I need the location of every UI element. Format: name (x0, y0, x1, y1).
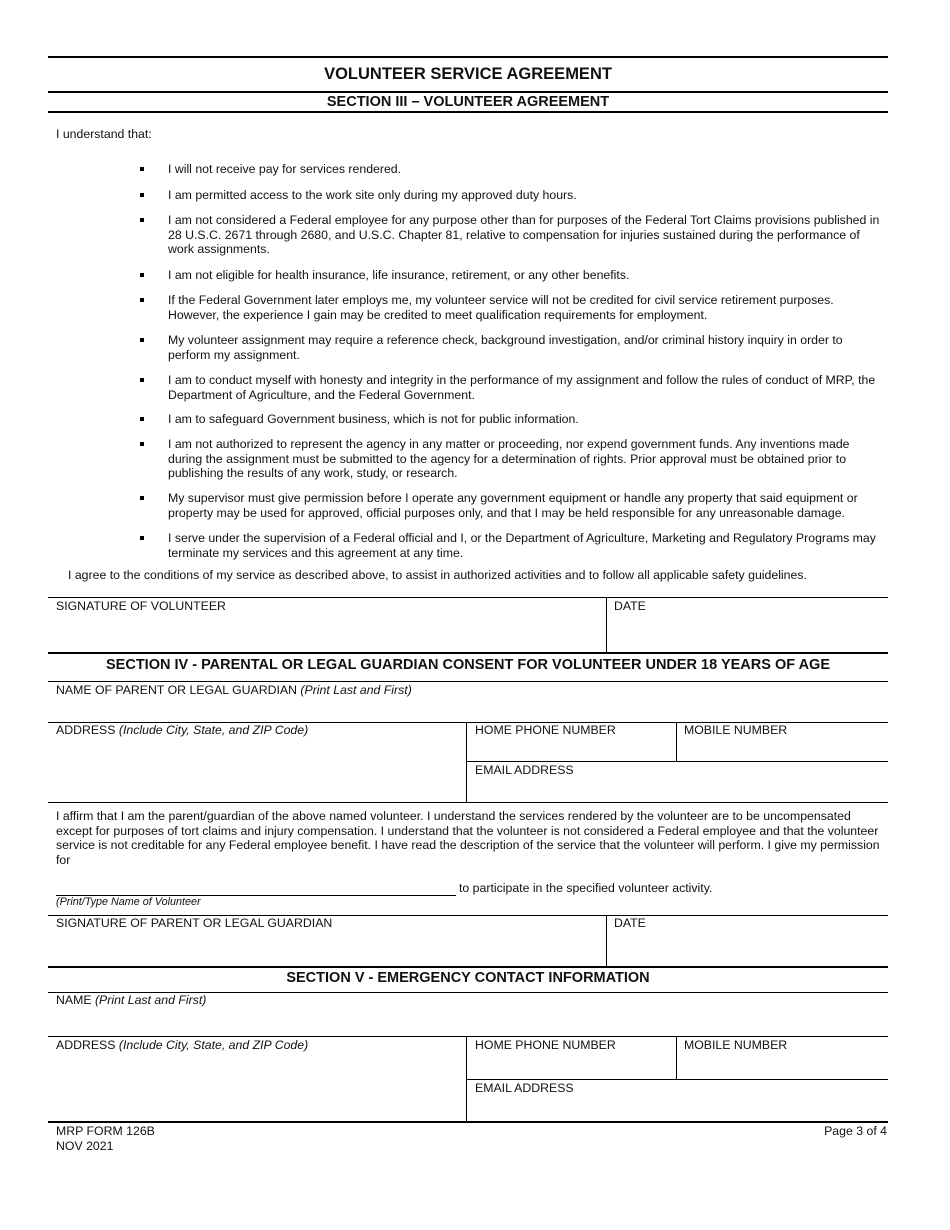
bullet-icon (140, 167, 144, 171)
guardian-date-field[interactable] (608, 931, 886, 965)
page-number: Page 3 of 4 (824, 1124, 887, 1138)
bullet-icon (140, 218, 144, 222)
guardian-name-field[interactable] (48, 698, 888, 720)
emergency-name-label: NAME (Print Last and First) (56, 993, 207, 1007)
bullet-icon (140, 442, 144, 446)
emergency-mobile-field[interactable] (678, 1053, 886, 1077)
volunteer-date-label: DATE (614, 599, 646, 613)
emergency-email-label: EMAIL ADDRESS (475, 1081, 574, 1095)
guardian-home-phone-label: HOME PHONE NUMBER (475, 723, 616, 737)
volunteer-signature-field[interactable] (48, 612, 604, 650)
emergency-email-field[interactable] (468, 1096, 886, 1120)
section3-intro: I understand that: (56, 127, 152, 141)
bullet-icon (140, 193, 144, 197)
form-number: MRP FORM 126B (56, 1124, 155, 1138)
bullet-icon (140, 273, 144, 277)
guardian-email-label: EMAIL ADDRESS (475, 763, 574, 777)
guardian-address-field[interactable] (48, 738, 464, 800)
volunteer-name-hint: (Print/Type Name of Volunteer (56, 896, 201, 908)
bullet-icon (140, 417, 144, 421)
guardian-mobile-label: MOBILE NUMBER (684, 723, 788, 737)
rule (466, 1079, 888, 1080)
emergency-home-phone-label: HOME PHONE NUMBER (475, 1038, 616, 1052)
rule (466, 761, 888, 762)
top-rule (48, 56, 888, 58)
emergency-address-field[interactable] (48, 1053, 464, 1119)
form-title: VOLUNTEER SERVICE AGREEMENT (324, 65, 612, 83)
emergency-home-phone-field[interactable] (468, 1053, 674, 1077)
bullet-icon (140, 496, 144, 500)
bullet-icon (140, 298, 144, 302)
guardian-name-label: NAME OF PARENT OR LEGAL GUARDIAN (Print Last and First) (56, 683, 412, 697)
rule (48, 1036, 888, 1037)
section3-heading: SECTION III – VOLUNTEER AGREEMENT (326, 94, 610, 110)
guardian-signature-label: SIGNATURE OF PARENT OR LEGAL GUARDIAN (56, 916, 333, 930)
guardian-home-phone-field[interactable] (468, 738, 674, 760)
volunteer-date-field[interactable] (608, 612, 886, 650)
participate-text: to participate in the specified volunteer activity. (459, 881, 713, 895)
divider (676, 1036, 677, 1080)
guardian-email-field[interactable] (468, 778, 886, 800)
rule (48, 681, 888, 682)
rule (48, 111, 888, 113)
emergency-mobile-label: MOBILE NUMBER (684, 1038, 788, 1052)
bottom-rule (48, 1121, 888, 1123)
form-date: NOV 2021 (56, 1139, 114, 1153)
volunteer-signature-label: SIGNATURE OF VOLUNTEER (56, 599, 226, 613)
bullet-icon (140, 536, 144, 540)
guardian-signature-field[interactable] (48, 931, 604, 965)
form-page: VOLUNTEER SERVICE AGREEMENT SECTION III – VOLUNTEER AGREEMENT I understand that: I will not receive pay for services rendered. I am permitted access to the work site only during my approved duty hours. I am not considered a Federal employee for any purpose other than for purposes of the Federal Tort Claims provisions published in 28 U.S.C. 2671 through 2680, and U.S.C. Chapter 81, relative to compensation for injuries sustained during the performance of work assignments. I am not eligible for health insurance, life insurance, retirement, or any other benefits. If the Federal Government later employs me, my volunteer service will not be credited for civil service retirement purposes. However, the experience I gain may be credited to meet qualification requirements for employment. My volunteer assignment may require a reference check, background investigation, and/or criminal history inquiry in order to perform my assignment. I am to conduct myself with honesty and integrity in the performance of my assignment and follow the rules of conduct of MRP, the Department of Agriculture, and the Federal Government. I am to safeguard Government business, which is not for public information. I am not authorized to represent the agency in any matter or proceeding, nor expend government funds. Any inventions made during the assignment must be submitted to the agency for a determination of rights. Prior approval must be obtained prior to publishing the results of any work, study, or research. My supervisor must give permission before I operate any government equipment or handle any property that said equipment or property may be used for approved, official purposes only, and that I may be held responsible for any unreasonable damage. I serve under the supervision of a Federal official and I, or the Department of Agriculture, Marketing and Regulatory Programs may terminate my services and this agreement at any time. I agree to the conditions of my service as described above, to assist in authorized activities and to follow all applicable safety guidelines. SIGNATURE OF VOLUNTEER DATE SECTION IV - PARENTAL OR LEGAL GUARDIAN CONSENT FOR VOLUNTEER UNDER 18 YEARS OF AGE NAME OF PARENT OR LEGAL GUARDIAN (Print Last and First) ADDRESS (Include City, State, and ZIP Code) HOME PHONE NUMBER MOBILE NUMBER EMAIL ADDRESS I affirm that I am the parent/guardian of the above named volunteer. I understand the services rendered by the volunteer are to be uncompensated except for purposes of tort claims and injury compensation. I understand that the volunteer is not considered a Federal employee and that the volunteer service is not creditable for any Federal employee benefit. I have read the description of the service that the volunteer will perform. I give my permission for to participate in the specified volunteer activity. (Print/Type Name of Volunteer SIGNATURE OF PARENT OR LEGAL GUARDIAN DATE SECTION V - EMERGENCY CONTACT INFORMATION NAME (Print Last and First) ADDRESS (Include City, State, and ZIP Code) HOME PHONE NUMBER MOBILE NUMBER EMAIL ADDRESS MRP FORM 126B NOV 2021 Page 3 of 4 (0, 0, 950, 1230)
bullet-icon (140, 338, 144, 342)
divider (466, 722, 467, 802)
agree-text: I agree to the conditions of my service as described above, to assist in authorized activities and to follow all applicable safety guidelines. (68, 568, 807, 582)
guardian-address-label: ADDRESS (Include City, State, and ZIP Code) (56, 723, 309, 737)
section5-heading: SECTION V - EMERGENCY CONTACT INFORMATION (286, 970, 650, 986)
rule (48, 966, 888, 968)
rule (48, 91, 888, 93)
bullet-icon (140, 378, 144, 382)
rule (48, 652, 888, 654)
emergency-address-label: ADDRESS (Include City, State, and ZIP Code) (56, 1038, 309, 1052)
emergency-name-field[interactable] (48, 1009, 888, 1033)
divider (606, 597, 607, 653)
rule (48, 597, 888, 598)
volunteer-name-field[interactable] (56, 879, 456, 896)
divider (606, 915, 607, 967)
rule (48, 802, 888, 803)
guardian-affirm-text: I affirm that I am the parent/guardian of the above named volunteer. I understand the services rendered by the volunteer are to be uncompensated except for purposes of tort claims and injury compensation. I understand that the volunteer is not considered a Federal employee and that the volunteer service is not creditable for any Federal employee benefit. I have read the description of the service that the volunteer will perform. I give my permission for (56, 809, 880, 867)
guardian-date-label: DATE (614, 916, 646, 930)
guardian-mobile-field[interactable] (678, 738, 886, 760)
section4-heading: SECTION IV - PARENTAL OR LEGAL GUARDIAN CONSENT FOR VOLUNTEER UNDER 18 YEARS OF AGE (106, 657, 830, 673)
divider (676, 722, 677, 762)
